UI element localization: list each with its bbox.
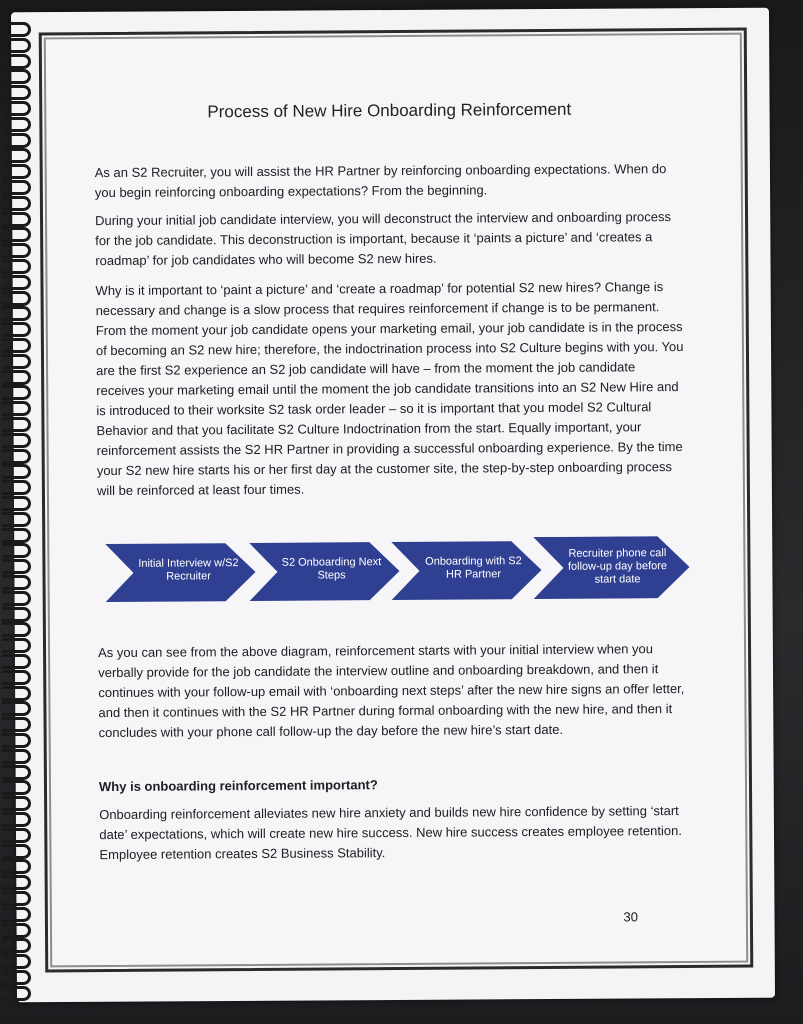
coil-ring	[2, 480, 31, 495]
coil-ring	[2, 638, 31, 653]
coil-ring	[2, 117, 31, 132]
coil-ring	[2, 686, 31, 701]
paragraph-closing: Onboarding reinforcement alleviates new hire anxiety and builds new hire confidence by setting ‘start date’ expectations, which will create new hire success. New hire success creates employee retention. Employee retention creates S2 Business Stability.	[99, 803, 683, 863]
coil-ring	[2, 559, 31, 574]
coil-ring	[2, 891, 31, 906]
coil-ring	[2, 543, 31, 558]
coil-ring	[2, 654, 31, 669]
paragraph-interview: During your initial job candidate interview, you will deconstruct the interview and onboarding process for the job candidate. This deconstruction is important, because it ‘paints a picture’ and ‘creates a roadmap’ for job candidates who will become S2 new hires.	[94, 209, 672, 269]
coil-ring	[2, 133, 31, 148]
step-label-2: S2 Onboarding Next Steps	[281, 556, 382, 582]
coil-ring	[2, 306, 31, 321]
coil-ring	[2, 733, 31, 748]
page-content	[94, 31, 685, 925]
step-label-3: Onboarding with S2 HR Partner	[425, 555, 522, 581]
coil-ring	[2, 227, 31, 242]
coil-ring	[2, 164, 31, 179]
process-diagram	[105, 536, 705, 606]
coil-ring	[2, 828, 31, 843]
coil-ring	[2, 907, 31, 922]
coil-ring	[2, 401, 31, 416]
coil-ring	[2, 385, 31, 400]
coil-ring	[2, 954, 31, 969]
coil-ring	[2, 449, 31, 464]
coil-ring	[2, 196, 31, 211]
coil-ring	[2, 717, 31, 732]
coil-ring	[2, 433, 31, 448]
coil-ring	[2, 22, 31, 37]
coil-ring	[2, 528, 31, 543]
coil-ring	[2, 322, 31, 337]
coil-ring	[2, 970, 31, 985]
step-label-4: Recruiter phone call follow-up day before start date	[567, 546, 668, 586]
coil-ring	[2, 591, 31, 606]
paragraph-why: Why is it important to ‘paint a picture’ and ‘create a roadmap’ for potential S2 new hires? Change is necessary and change is a slow process that requires reinforcement if change is to be permanent. From the moment your job candidate opens your marketing email, your job candidate is in the process of becoming an S2 new hire; therefore, the indoctrination process into S2 Culture begins with you. You are the first S2 experience an S2 job candidate will have – from the moment the job candidate receives your marketing email until the moment the job candidate transitions into an S2 New Hire and is introduced to their worksite S2 task order leader – so it is important that you model S2 Cultural Behavior and that you facilitate S2 Culture Indoctrination from the start. Equally important, your reinforcement assists the S2 HR Partner in providing a successful onboarding experience. By the time your S2 new hire starts his or her first day at the customer site, the step-by-step onboarding process will be reinforced at least four times.	[95, 279, 684, 499]
coil-ring	[2, 512, 31, 527]
coil-ring	[2, 180, 31, 195]
coil-ring	[2, 275, 31, 290]
page-title: Process of New Hire Onboarding Reinforcement	[207, 99, 572, 122]
coil-ring	[2, 85, 31, 100]
section-heading: Why is onboarding reinforcement important?	[98, 777, 378, 795]
coil-ring	[2, 986, 31, 1001]
coil-ring	[2, 844, 31, 859]
coil-ring	[2, 212, 31, 227]
coil-ring	[2, 670, 31, 685]
coil-ring	[2, 54, 31, 69]
coil-ring	[2, 417, 31, 432]
coil-ring	[2, 496, 31, 511]
coil-ring	[2, 338, 31, 353]
coil-ring	[2, 701, 31, 716]
coil-ring	[2, 875, 31, 890]
coil-ring	[2, 101, 31, 116]
coil-ring	[2, 464, 31, 479]
coil-ring	[2, 765, 31, 780]
coil-ring	[2, 575, 31, 590]
coil-ring	[2, 859, 31, 874]
page-number: 30	[623, 909, 638, 925]
coil-ring	[2, 69, 31, 84]
coil-ring	[2, 354, 31, 369]
coil-ring	[2, 923, 31, 938]
coil-ring	[2, 291, 31, 306]
coil-ring	[2, 38, 31, 53]
coil-ring	[2, 259, 31, 274]
coil-ring	[2, 243, 31, 258]
coil-ring	[2, 607, 31, 622]
step-label-1: Initial Interview w/S2 Recruiter	[138, 557, 239, 583]
spiral-binding	[0, 22, 34, 1002]
coil-ring	[2, 370, 31, 385]
paragraph-diagram-explanation: As you can see from the above diagram, reinforcement starts with your initial interview when you verbally provide for the job candidate the interview outline and onboarding breakdown, and then it continues with your follow-up email with ‘onboarding next steps’ after the new hire signs an offer letter, and then it continues with the S2 HR Partner during formal onboarding with the new hire, and then it concludes with your phone call follow-up the day before the new hire’s start date.	[98, 641, 685, 741]
coil-ring	[2, 148, 31, 163]
coil-ring	[2, 812, 31, 827]
coil-ring	[2, 938, 31, 953]
coil-ring	[2, 780, 31, 795]
coil-ring	[2, 622, 31, 637]
coil-ring	[2, 796, 31, 811]
paragraph-intro: As an S2 Recruiter, you will assist the HR Partner by reinforcing onboarding expectations. When do you begin reinforcing onboarding expectations? From the beginning.	[94, 161, 667, 201]
coil-ring	[2, 749, 31, 764]
document-page	[39, 28, 754, 973]
